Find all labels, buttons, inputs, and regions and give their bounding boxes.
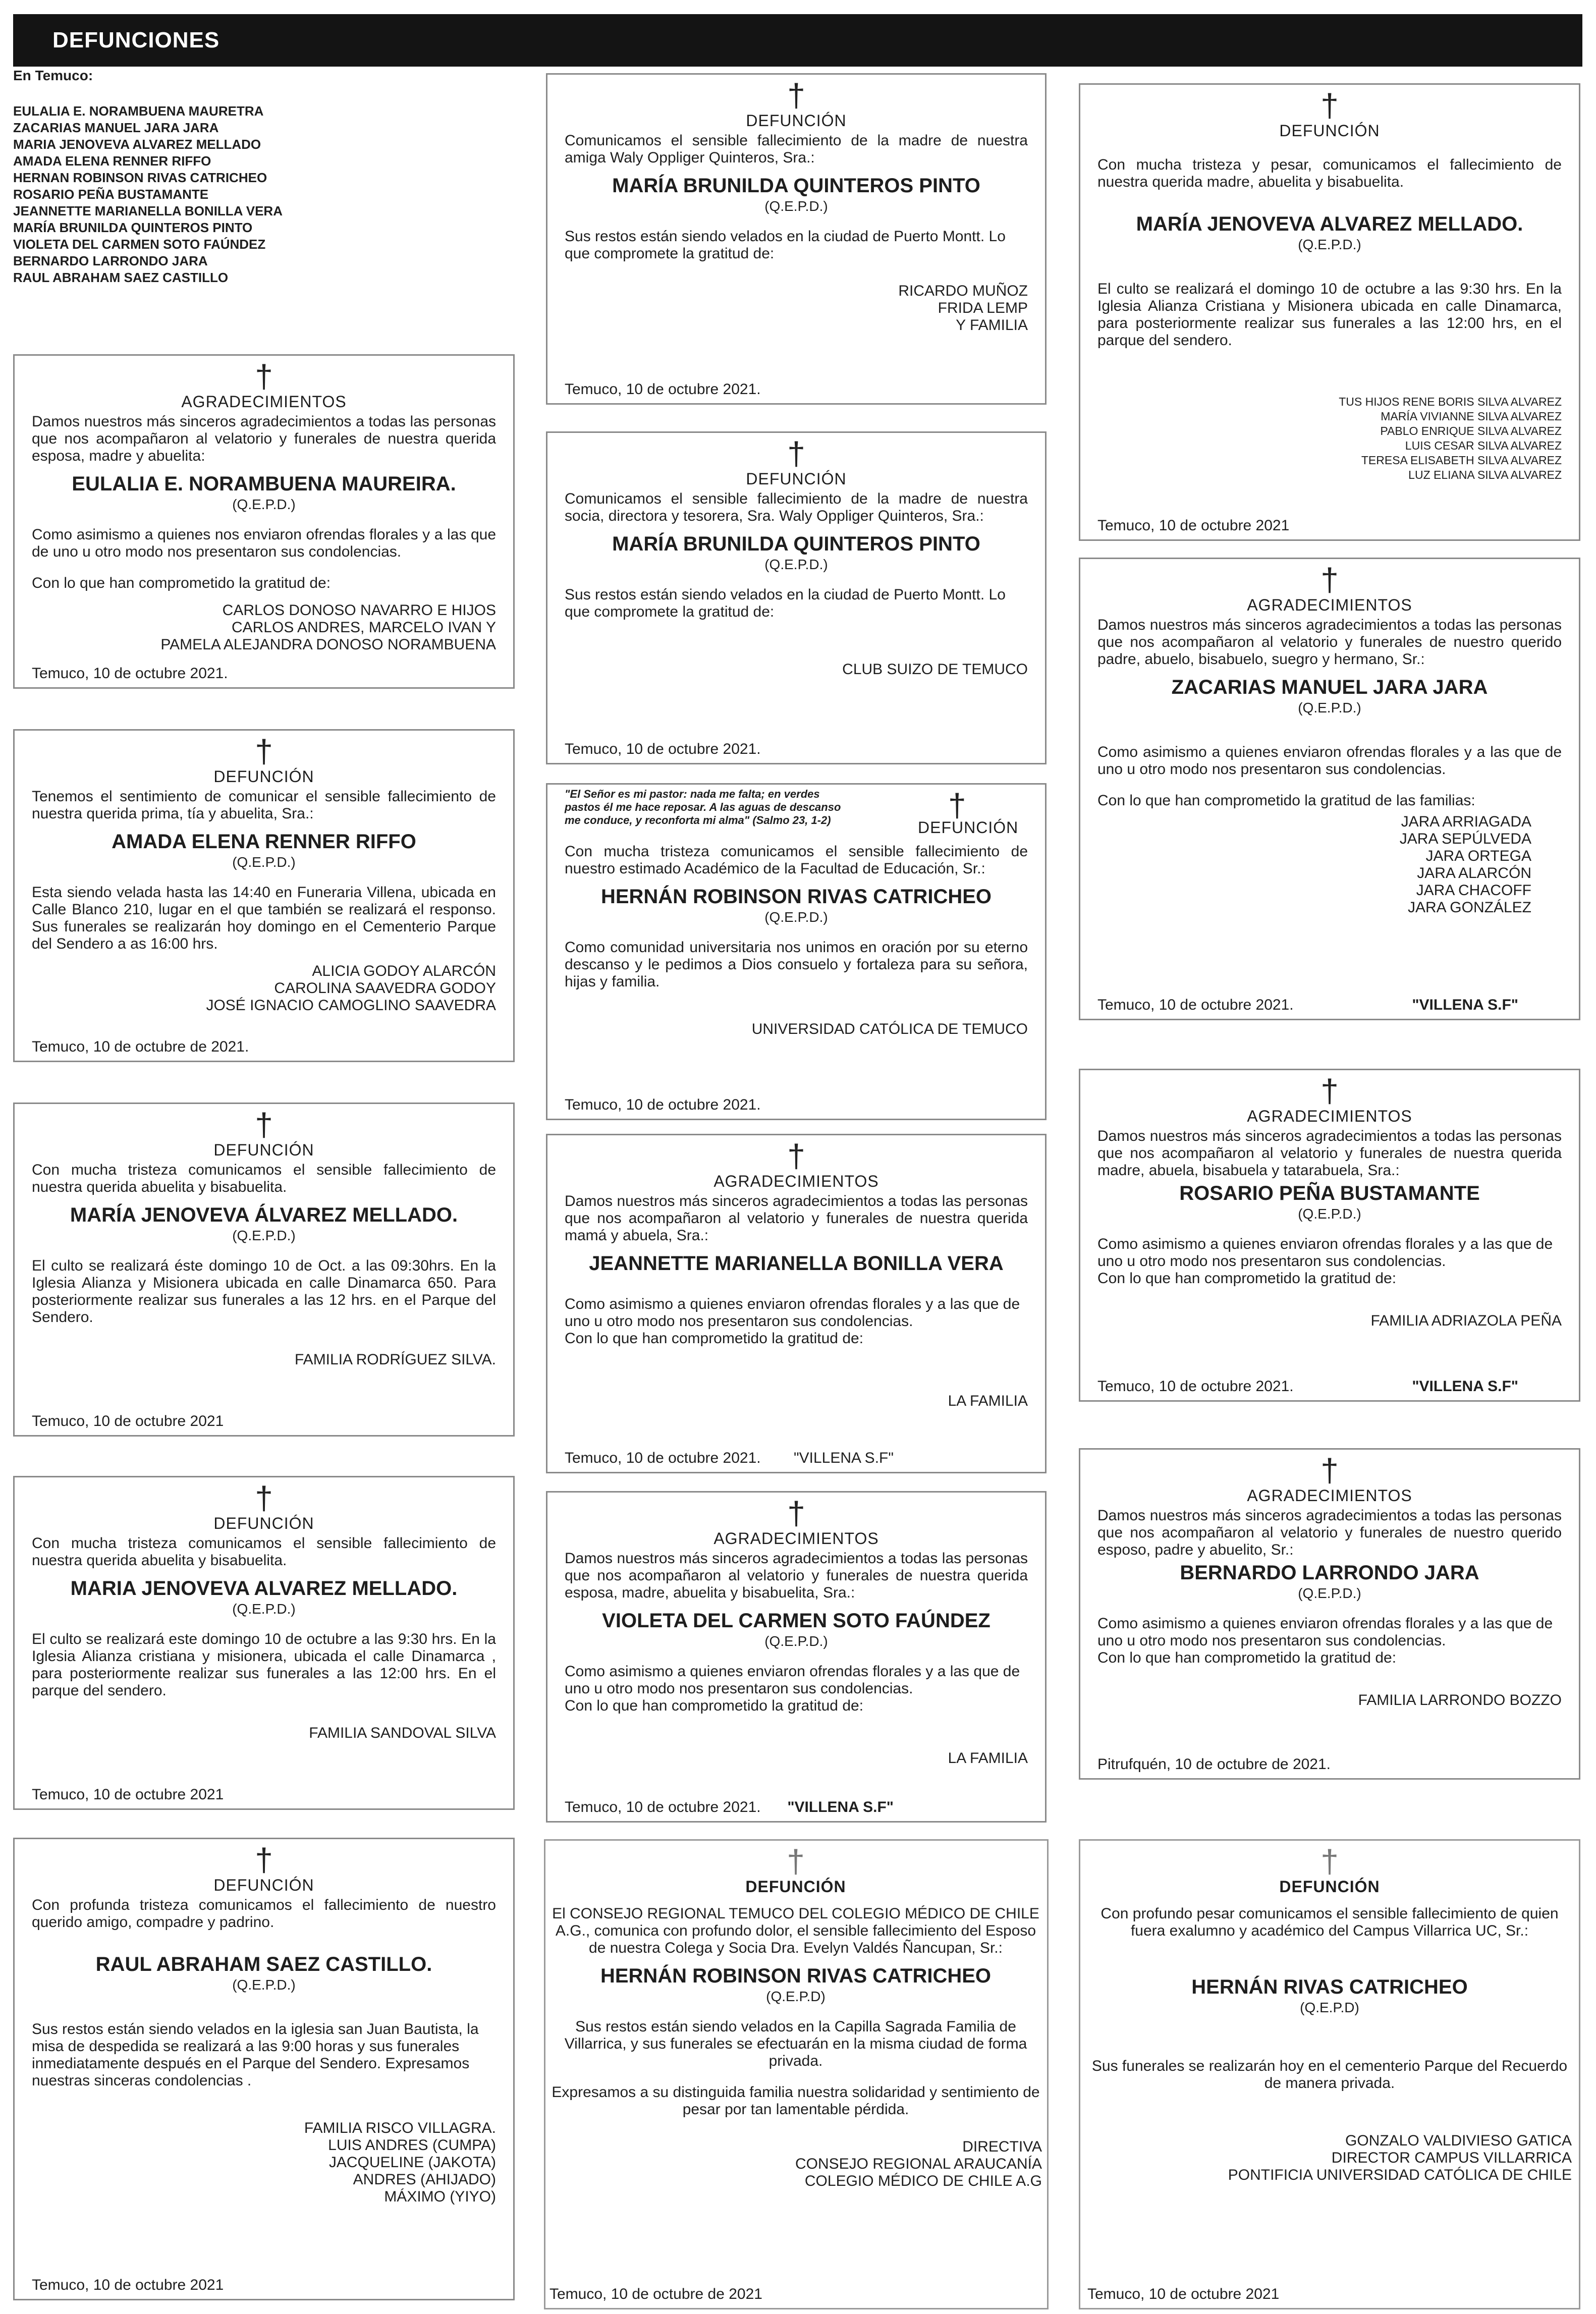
cross-icon: †	[787, 1843, 805, 1880]
index-city: En Temuco:	[13, 68, 93, 83]
notice-body: El culto se realizará éste domingo 10 de Oct. a las 09:30hrs. En la Iglesia Alianza y Misionera ubicada en calle Dinamarca 650. Para posteriormente realizar sus funerales a las 12 hrs. en el Parque del Sendero.	[32, 1257, 496, 1326]
notice-intro: Con profunda tristeza comunicamos el fallecimiento de nuestro querido amigo, compadre y padrino.	[32, 1897, 496, 1931]
signer: LUZ ELIANA SILVA ALVAREZ	[1408, 468, 1562, 481]
notice-body: El culto se realizará este domingo 10 de octubre a las 9:30 hrs. En la Iglesia Alianza cristiana y misionera, ubicada el calle Dinamarca , para posteriormente realizar sus funerales a las 12:00 hrs. En el parque del sendero.	[32, 1631, 496, 1699]
notice-intro: Con mucha tristeza comunicamos el sensible fallecimiento de nuestra querida abuelita y bisabuelita.	[32, 1535, 496, 1569]
cross-icon: †	[1320, 87, 1339, 124]
notice-body: Sus restos están siendo velados en la ciudad de Puerto Montt. Lo que compromete la gratitud de:	[565, 586, 1006, 620]
notice-date: Temuco, 10 de octubre 2021.	[565, 1799, 761, 1815]
index-names	[13, 103, 523, 286]
notice-body: Sus restos están siendo velados en la Capilla Sagrada Familia de Villarrica, y sus funerales se efectuarán en la misma ciudad de forma privada.	[564, 2018, 1027, 2069]
signer: RICARDO MUÑOZ	[898, 283, 1028, 299]
notice-intro: Con profundo pesar comunicamos el sensible fallecimiento de quien fuera exalumno y académico del Campus Villarrica UC, Sr.:	[1100, 1905, 1559, 1939]
signers	[32, 602, 496, 653]
notice-date: Temuco, 10 de octubre 2021.	[1097, 997, 1294, 1013]
notice-date: Temuco, 10 de octubre 2021.	[32, 665, 228, 682]
notice-kind: DEFUNCIÓN	[918, 818, 1019, 837]
index-name: MARÍA BRUNILDA QUINTEROS PINTO	[13, 220, 253, 235]
deceased-name: ROSARIO PEÑA BUSTAMANTE	[1179, 1182, 1480, 1204]
signer: DIRECTIVA	[962, 2138, 1042, 2155]
signers	[32, 2120, 496, 2206]
notice-defuncion-renner	[13, 729, 515, 1062]
deceased-name: MARÍA JENOVEVA ALVAREZ MELLADO.	[1136, 213, 1523, 235]
notice-body: Esta siendo velada hasta las 14:40 en Funeraria Villena, ubicada en Calle Blanco 210, lugar en el que también se realizará el responso. Sus funerales se realizarán hoy domingo en el Cementerio Parque del Sendero a as 16:00 hrs.	[32, 884, 496, 952]
notice-kind: DEFUNCIÓN	[213, 1141, 314, 1159]
cross-icon: †	[948, 787, 966, 823]
signers	[1097, 1312, 1562, 1330]
qepd: (Q.E.P.D.)	[1298, 237, 1361, 252]
deceased-name: ZACARIAS MANUEL JARA JARA	[1171, 676, 1488, 698]
notice-kind: DEFUNCIÓN	[746, 470, 847, 488]
notice-intro: Con mucha tristeza comunicamos el sensible fallecimiento de nuestra querida abuelita y bisabuelita.	[32, 1162, 496, 1195]
signer: PAMELA ALEJANDRA DONOSO NORAMBUENA	[160, 636, 496, 653]
notice-kind: AGRADECIMIENTOS	[1247, 1107, 1412, 1125]
notice-defuncion-rivas-colegio	[544, 1839, 1049, 2309]
notice-agradecimiento-bonilla	[546, 1134, 1047, 1473]
signer: LA FAMILIA	[948, 1393, 1028, 1409]
deceased-name: JEANNETTE MARIANELLA BONILLA VERA	[589, 1252, 1004, 1275]
notice-kind: DEFUNCIÓN	[1279, 1878, 1380, 1896]
notice-body: Sus restos están siendo velados en la iglesia san Juan Bautista, la misa de despedida se realizará a las 9:00 horas y sus funerales inmediatamente después en el Parque del Sendero. Expresamos nuestras sinceras condolencias .	[32, 2021, 479, 2089]
cross-icon: †	[1320, 562, 1339, 598]
notice-body: Sus restos están siendo velados en la ciudad de Puerto Montt. Lo que compromete la gratitud de:	[565, 228, 1006, 262]
notice-body-2: Con lo que han comprometido la gratitud de:	[32, 575, 331, 591]
notice-kind: DEFUNCIÓN	[1279, 122, 1380, 140]
deceased-name: MARIA JENOVEVA ALVAREZ MELLADO.	[70, 1577, 458, 1600]
deceased-name: MARÍA BRUNILDA QUINTEROS PINTO	[612, 175, 980, 197]
signer: UNIVERSIDAD CATÓLICA DE TEMUCO	[751, 1021, 1028, 1037]
index-name: VIOLETA DEL CARMEN SOTO FAÚNDEZ	[13, 237, 266, 252]
notice-defuncion-quinteros-2	[546, 431, 1047, 764]
notice-date: Temuco, 10 de octubre 2021	[1097, 517, 1290, 534]
qepd: (Q.E.P.D)	[1300, 2000, 1359, 2015]
deceased-name: HERNÁN RIVAS CATRICHEO	[1191, 1976, 1468, 1998]
notice-body-2: Con lo que han comprometido la gratitud de:	[1097, 1649, 1397, 1666]
signer: FAMILIA ADRIAZOLA PEÑA	[1370, 1312, 1562, 1329]
signer: CAROLINA SAAVEDRA GODOY	[274, 980, 496, 997]
notice-kind: AGRADECIMIENTOS	[181, 393, 347, 411]
qepd: (Q.E.P.D.)	[1298, 1585, 1361, 1601]
index-name: ZACARIAS MANUEL JARA JARA	[13, 120, 219, 135]
deceased-name: BERNARDO LARRONDO JARA	[1180, 1562, 1479, 1584]
notice-agradecimiento-jara	[1079, 558, 1580, 1020]
signers	[32, 1351, 496, 1368]
signers	[1097, 1692, 1562, 1709]
notice-intro: Damos nuestros más sinceros agradecimientos a todas las personas que nos acompañaron al velatorio y funerales de nuestro querido padre, abuelo, bisabuelo, suegro y hermano, Sr.:	[1097, 617, 1562, 668]
qepd: (Q.E.P.D.)	[1298, 700, 1361, 715]
notice-kind: DEFUNCIÓN	[213, 767, 314, 786]
notice-defuncion-saez	[13, 1838, 515, 2300]
signers	[1097, 395, 1562, 482]
cross-icon: †	[255, 733, 273, 769]
notice-body-2: Con lo que han comprometido la gratitud de las familias:	[1097, 792, 1475, 809]
notice-date: Temuco, 10 de octubre 2021.	[565, 1450, 761, 1466]
notice-agradecimiento-pena	[1079, 1069, 1580, 1402]
notice-agradecimiento-larrondo	[1079, 1448, 1580, 1780]
cross-icon: †	[1320, 1452, 1339, 1489]
index-name: JEANNETTE MARIANELLA BONILLA VERA	[13, 203, 283, 218]
signers	[565, 1021, 1028, 1038]
notice-date: Temuco, 10 de octubre 2021	[1087, 2286, 1280, 2302]
qepd: (Q.E.P.D.)	[1298, 1206, 1361, 1222]
notice-date: Temuco, 10 de octubre 2021	[32, 1413, 224, 1429]
notice-kind: AGRADECIMIENTOS	[713, 1172, 879, 1190]
notice-kind: DEFUNCIÓN	[213, 1876, 314, 1894]
signers	[32, 1725, 496, 1742]
signer: PONTIFICIA UNIVERSIDAD CATÓLICA DE CHILE	[1228, 2167, 1572, 2183]
notice-agradecimiento-norambuena	[13, 354, 515, 689]
notice-body-2: Con lo que han comprometido la gratitud de:	[565, 1330, 864, 1347]
signers	[1097, 813, 1562, 916]
notice-date: Temuco, 10 de octubre 2021	[32, 2277, 224, 2293]
qepd: (Q.E.P.D)	[766, 1989, 825, 2004]
notice-date: Temuco, 10 de octubre 2021.	[1097, 1378, 1294, 1395]
cross-icon: †	[255, 1480, 273, 1516]
deceased-name: HERNÁN ROBINSON RIVAS CATRICHEO	[600, 886, 992, 908]
signers	[565, 283, 1028, 334]
index-name: RAUL ABRAHAM SAEZ CASTILLO	[13, 270, 229, 285]
notice-kind: DEFUNCIÓN	[213, 1514, 314, 1532]
signer: TERESA ELISABETH SILVA ALVAREZ	[1361, 454, 1562, 467]
signer: JACQUELINE (JAKOTA)	[328, 2154, 496, 2171]
index-name: BERNARDO LARRONDO JARA	[13, 253, 208, 268]
qepd: (Q.E.P.D.)	[232, 1601, 296, 1617]
signer: LUIS ANDRES (CUMPA)	[328, 2137, 496, 2154]
notice-agradecimiento-soto	[546, 1491, 1047, 1823]
notice-intro: Comunicamos el sensible fallecimiento de la madre de nuestra socia, directora y tesorera, Sra. Waly Oppliger Quinteros, Sra.:	[565, 490, 1028, 524]
notice-intro: Tenemos el sentimiento de comunicar el sensible fallecimiento de nuestra querida prima, tía y abuelita, Sra.:	[32, 788, 496, 822]
notice-intro: Damos nuestros más sinceros agradecimientos a todas las personas que nos acompañaron al velatorio y funerales de nuestra querida madre, abuela, bisabuela y tatarabuela, Sra.:	[1097, 1128, 1562, 1179]
signer: JARA ALARCÓN	[1417, 865, 1531, 881]
signers	[565, 1750, 1028, 1767]
cross-icon: †	[1320, 1843, 1339, 1880]
signer: DIRECTOR CAMPUS VILLARRICA	[1331, 2150, 1572, 2166]
funeral-home: "VILLENA S.F"	[1412, 1378, 1518, 1395]
notice-intro: Comunicamos el sensible fallecimiento de la madre de nuestra amiga Waly Oppliger Quinteros, Sra.:	[565, 132, 1028, 166]
notice-date: Temuco, 10 de octubre 2021.	[565, 1096, 761, 1113]
funeral-home: "VILLENA S.F"	[1412, 997, 1518, 1013]
qepd: (Q.E.P.D.)	[232, 1977, 296, 1993]
notice-body: Como comunidad universitaria nos unimos en oración por su eterno descanso y le pedimos a Dios consuelo y fortaleza para su señora, hijas y familia.	[565, 939, 1028, 990]
signer: FAMILIA RISCO VILLAGRA.	[304, 2120, 496, 2136]
notice-body-2: Con lo que han comprometido la gratitud de:	[1097, 1270, 1397, 1287]
qepd: (Q.E.P.D.)	[232, 497, 296, 512]
signer: JARA ORTEGA	[1425, 848, 1531, 864]
notice-body: El culto se realizará el domingo 10 de octubre a las 9:30 hrs. En la Iglesia Alianza Cristiana y Misionera ubicada en calle Dinamarca, para posteriormente realizar sus funerales a las 12:00 hrs, en el parque del sendero.	[1097, 281, 1562, 349]
signer: GONZALO VALDIVIESO GATICA	[1345, 2132, 1572, 2149]
signer: MÁXIMO (YIYO)	[384, 2188, 496, 2205]
notice-defuncion-alvarez-3	[1079, 83, 1580, 541]
cross-icon: †	[255, 1107, 273, 1143]
index-name: EULALIA E. NORAMBUENA MAURETRA	[13, 103, 264, 119]
qepd: (Q.E.P.D.)	[764, 198, 828, 214]
notice-kind: AGRADECIMIENTOS	[713, 1529, 879, 1548]
signer: FAMILIA SANDOVAL SILVA	[309, 1725, 496, 1741]
index-name: MARIA JENOVEVA ALVAREZ MELLADO	[13, 137, 261, 152]
funeral-home: "VILLENA S.F"	[787, 1799, 894, 1815]
index-name: AMADA ELENA RENNER RIFFO	[13, 153, 211, 169]
deceased-name: AMADA ELENA RENNER RIFFO	[112, 831, 416, 853]
notice-intro: Damos nuestros más sinceros agradecimientos a todas las personas que nos acompañaron al velatorio y funerales de nuestra querida mamá y abuela, Sra.:	[565, 1193, 1028, 1244]
notice-intro: Con mucha tristeza y pesar, comunicamos el fallecimiento de nuestra querida madre, abuelita y bisabuelita.	[1097, 156, 1562, 190]
qepd: (Q.E.P.D.)	[232, 854, 296, 870]
notice-kind: DEFUNCIÓN	[746, 112, 847, 130]
notice-intro: Con mucha tristeza comunicamos el sensible fallecimiento de nuestro estimado Académico de la Facultad de Educación, Sr.:	[565, 843, 1028, 877]
index-name: HERNAN ROBINSON RIVAS CATRICHEO	[13, 170, 267, 185]
notice-date: Temuco, 10 de octubre 2021.	[565, 741, 761, 757]
notice-body-2: Con lo que han comprometido la gratitud de:	[565, 1697, 864, 1714]
cross-icon: †	[787, 1138, 805, 1174]
notice-date: Pitrufquén, 10 de octubre de 2021.	[1097, 1756, 1331, 1773]
signers	[565, 661, 1028, 678]
notice-body: Como asimismo a quienes enviaron ofrendas florales y a las que de uno u otro modo nos presentaron sus condolencias.	[1097, 1615, 1553, 1649]
signer: JOSÉ IGNACIO CAMOGLINO SAAVEDRA	[206, 997, 496, 1014]
signer: ANDRES (AHIJADO)	[353, 2171, 496, 2188]
signer: FAMILIA LARRONDO BOZZO	[1358, 1692, 1562, 1709]
signer: FRIDA LEMP	[938, 300, 1028, 316]
signer: FAMILIA RODRÍGUEZ SILVA.	[295, 1351, 496, 1368]
cross-icon: †	[787, 1495, 805, 1531]
qepd: (Q.E.P.D.)	[232, 1228, 296, 1243]
signer: PABLO ENRIQUE SILVA ALVAREZ	[1380, 424, 1562, 437]
notice-date: Temuco, 10 de octubre de 2021	[549, 2286, 762, 2302]
notice-body: Como asimismo a quienes enviaron ofrendas florales y a las que de uno u otro modo nos presentaron sus condolencias.	[565, 1663, 1020, 1697]
notice-defuncion-alvarez-2	[13, 1476, 515, 1810]
psalm-quote: "El Señor es mi pastor: nada me falta; en verdes pastos él me hace reposar. A las aguas de descanso me conduce, y reconforta mi alma" (Salmo 23, 1-2)	[565, 788, 841, 827]
notice-defuncion-rivas-uct	[546, 783, 1047, 1120]
notice-kind: AGRADECIMIENTOS	[1247, 596, 1412, 614]
notice-date: Temuco, 10 de octubre de 2021.	[32, 1038, 249, 1055]
notice-date: Temuco, 10 de octubre 2021	[32, 1786, 224, 1803]
cross-icon: †	[1320, 1073, 1339, 1109]
signer: CLUB SUIZO DE TEMUCO	[842, 661, 1028, 678]
qepd: (Q.E.P.D.)	[764, 1633, 828, 1649]
signer: COLEGIO MÉDICO DE CHILE A.G	[804, 2173, 1042, 2189]
notice-defuncion-rivas-campus	[1079, 1839, 1580, 2309]
signers	[1087, 2132, 1572, 2184]
notice-date: Temuco, 10 de octubre 2021.	[565, 381, 761, 398]
notice-intro: Damos nuestros más sinceros agradecimientos a todas las personas que nos acompañaron al velatorio y funerales de nuestro querido esposo, padre y abuelito, Sr.:	[1097, 1507, 1562, 1558]
notice-intro: Damos nuestros más sinceros agradecimientos a todas las personas que nos acompañaron al velatorio y funerales de nuestra querida esposa, madre, abuelita y bisabuelita, Sra.:	[565, 1550, 1028, 1601]
notice-body-2: Expresamos a su distinguida familia nuestra solidaridad y sentimiento de pesar por tan lamentable pérdida.	[552, 2084, 1040, 2118]
notice-body: Como asimismo a quienes enviaron ofrendas florales y a las que de uno u otro modo nos presentaron sus condolencias.	[1097, 744, 1562, 778]
deceased-name: MARÍA BRUNILDA QUINTEROS PINTO	[612, 533, 980, 555]
notice-defuncion-alvarez-1	[13, 1103, 515, 1437]
funeral-home: "VILLENA S.F"	[793, 1450, 894, 1466]
signers	[32, 963, 496, 1014]
signer: LA FAMILIA	[948, 1750, 1028, 1767]
signers	[565, 1393, 1028, 1410]
cross-icon: †	[255, 1842, 273, 1878]
section-header	[13, 14, 1582, 67]
notice-body: Como asimismo a quienes enviaron ofrendas florales y a las que de uno u otro modo nos presentaron sus condolencias.	[565, 1296, 1020, 1330]
section-title: DEFUNCIONES	[52, 28, 220, 52]
index-name: ROSARIO PEÑA BUSTAMANTE	[13, 187, 209, 202]
signer: TUS HIJOS RENE BORIS SILVA ALVAREZ	[1339, 395, 1562, 408]
notice-body: Sus funerales se realizarán hoy en el cementerio Parque del Recuerdo de manera privada.	[1091, 2058, 1568, 2091]
cross-icon: †	[787, 435, 805, 472]
signer: CARLOS ANDRES, MARCELO IVAN Y	[231, 619, 496, 636]
cross-icon: †	[787, 77, 805, 114]
notice-defuncion-quinteros-1	[546, 73, 1047, 405]
deceased-name: HERNÁN ROBINSON RIVAS CATRICHEO	[600, 1965, 992, 1987]
notice-intro: Damos nuestros más sinceros agradecimientos a todas las personas que nos acompañaron al velatorio y funerales de nuestra querida esposa, madre y abuelita:	[32, 413, 496, 464]
signer: LUIS CESAR SILVA ALVAREZ	[1405, 439, 1562, 452]
signer: JARA CHACOFF	[1416, 882, 1531, 899]
notice-intro: El CONSEJO REGIONAL TEMUCO DEL COLEGIO MÉDICO DE CHILE A.G., comunica con profundo dolor, el sensible fallecimiento del Esposo de nuestra Colega y Socia Dra. Evelyn Valdés Ñancupan, Sr.:	[552, 1905, 1039, 1956]
qepd: (Q.E.P.D.)	[764, 909, 828, 925]
signer: CONSEJO REGIONAL ARAUCANÍA	[795, 2156, 1042, 2172]
signer: CARLOS DONOSO NAVARRO E HIJOS	[222, 602, 496, 619]
signer: Y FAMILIA	[956, 317, 1028, 334]
notice-body: Como asimismo a quienes enviaron ofrendas florales y a las que de uno u otro modo nos presentaron sus condolencias.	[1097, 1236, 1553, 1270]
signer: MARÍA VIVIANNE SILVA ALVAREZ	[1381, 410, 1562, 423]
notice-kind: DEFUNCIÓN	[745, 1878, 846, 1896]
signers	[549, 2138, 1042, 2190]
deceased-name: VIOLETA DEL CARMEN SOTO FAÚNDEZ	[602, 1610, 990, 1632]
notice-body: Como asimismo a quienes nos enviaron ofrendas florales y a las que de uno u otro modo nos presentaron sus condolencias.	[32, 526, 496, 560]
deceased-name: RAUL ABRAHAM SAEZ CASTILLO.	[95, 1953, 432, 1975]
qepd: (Q.E.P.D.)	[764, 557, 828, 572]
signer: JARA GONZÁLEZ	[1407, 899, 1531, 916]
deceased-name: MARÍA JENOVEVA ÁLVAREZ MELLADO.	[70, 1204, 458, 1226]
deceased-name: EULALIA E. NORAMBUENA MAUREIRA.	[72, 473, 456, 495]
signer: JARA SEPÚLVEDA	[1399, 831, 1531, 847]
cross-icon: †	[255, 358, 273, 395]
signer: ALICIA GODOY ALARCÓN	[312, 963, 496, 979]
signer: JARA ARRIAGADA	[1401, 813, 1531, 830]
obituary-index	[13, 66, 523, 286]
notice-kind: AGRADECIMIENTOS	[1247, 1486, 1412, 1505]
